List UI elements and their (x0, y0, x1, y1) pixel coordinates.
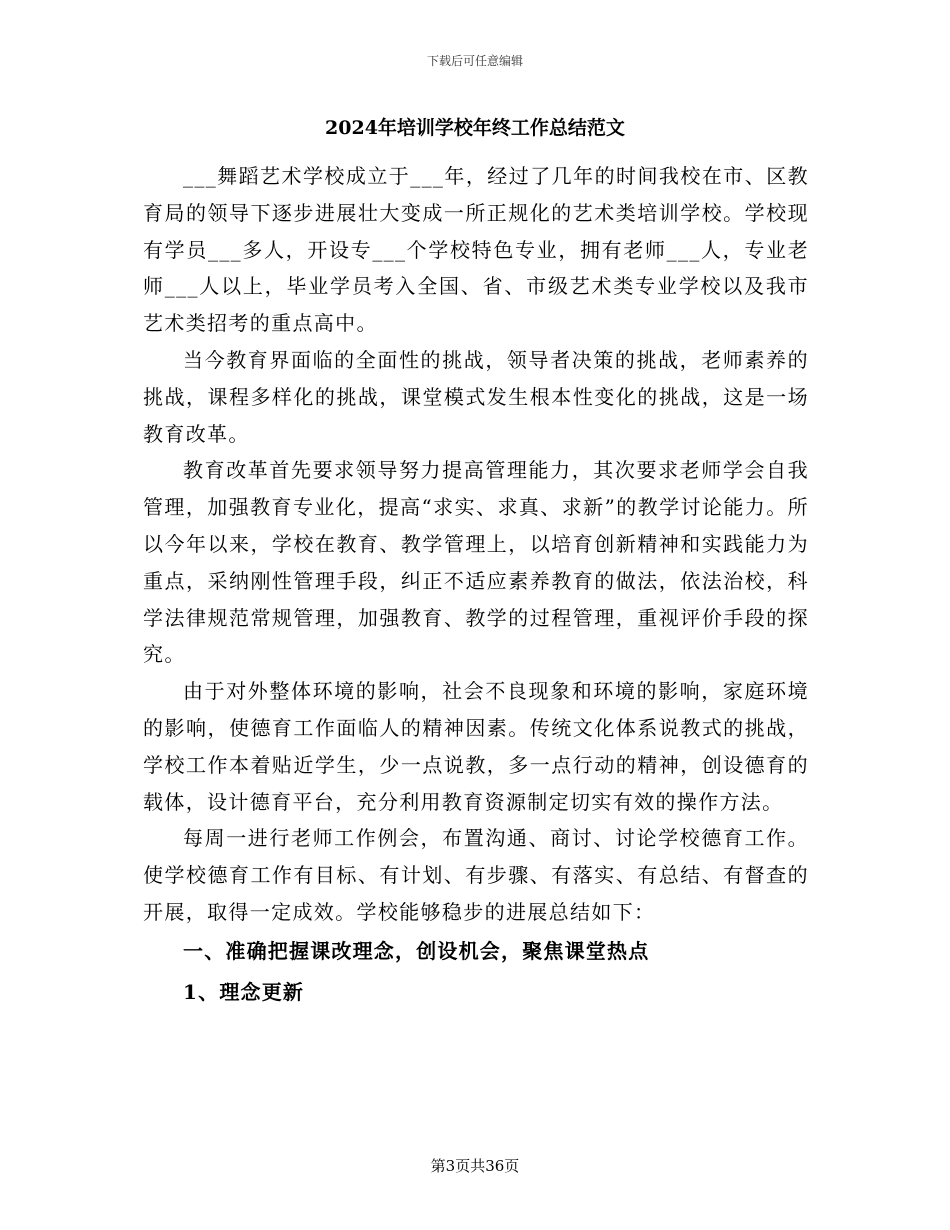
paragraph-3: 教育改革首先要求领导努力提高管理能力，其次要求老师学会自我管理，加强教育专业化，提高“求实、求真、求新”的教学讨论能力。所以今年以来，学校在教育、教学管理上，以培育创新精神和实践能力为重点，采纳刚性管理手段，纠正不适应素养教育的做法，依法治校，科学法律规范常规管理，加强教育、教学的过程管理，重视评价手段的探究。 (143, 458, 809, 667)
section-heading: 一、准确把握课改理念，创设机会，聚焦课堂热点 (183, 938, 650, 963)
paragraph-4: 由于对外整体环境的影响，社会不良现象和环境的影响，家庭环境的影响，使德育工作面临人的精神因素。传统文化体系说教式的挑战，学校工作本着贴近学生，少一点说教，多一点行动的精神，创设德育的载体，设计德育平台，充分利用教育资源制定切实有效的操作方法。 (143, 679, 809, 814)
document-body (143, 158, 809, 1010)
paragraph-1: ___舞蹈艺术学校成立于___年，经过了几年的时间我校在市、区教育局的领导下逐步进展壮大变成一所正规化的艺术类培训学校。学校现有学员___多人，开设专___个学校特色专业，拥有老师___人，专业老师___人以上，毕业学员考入全国、省、市级艺术类专业学校以及我市艺术类招考的重点高中。 (143, 164, 809, 336)
page-number: 第3页共36页 (430, 1157, 520, 1175)
header-note: 下载后可任意编辑 (426, 54, 523, 68)
document-title: 2024年培训学校年终工作总结范文 (325, 117, 625, 139)
subsection-heading: 1、理念更新 (183, 979, 305, 1004)
paragraph-5: 每周一进行老师工作例会，布置沟通、商讨、讨论学校德育工作。使学校德育工作有目标、有计划、有步骤、有落实、有总结、有督查的开展，取得一定成效。学校能够稳步的进展总结如下： (143, 826, 809, 924)
paragraph-2: 当今教育界面临的全面性的挑战，领导者决策的挑战，老师素养的挑战，课程多样化的挑战，课堂模式发生根本性变化的挑战，这是一场教育改革。 (143, 347, 809, 446)
